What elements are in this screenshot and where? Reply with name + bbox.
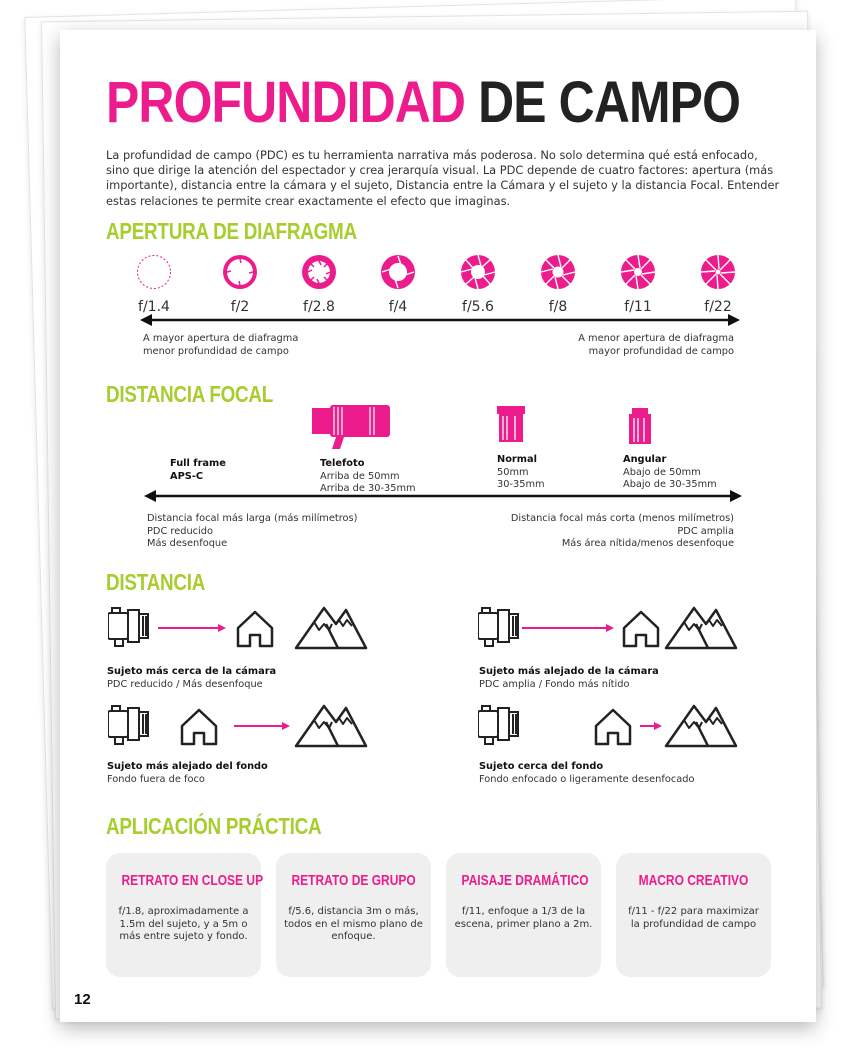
- note-line: Más desenfoque: [147, 538, 228, 549]
- camera-icon: [108, 706, 148, 744]
- lens-range: Abajo de 30-35mm: [623, 479, 717, 490]
- aperture-stop: [205, 254, 275, 315]
- title-rest: DE CAMPO: [478, 70, 741, 135]
- focal-arrow: [144, 488, 742, 504]
- aperture-stop: [683, 254, 753, 315]
- note-line: Distancia focal más larga (más milímetros): [147, 513, 358, 524]
- note-line: PDC amplia: [677, 525, 734, 537]
- camera-icon: [478, 706, 518, 744]
- card-title: RETRATO EN CLOSE UP: [121, 872, 264, 889]
- house-icon: [624, 612, 658, 646]
- card-body: f/11 - f/22 para maximizar la profundidad de campo: [628, 906, 759, 930]
- sensor-labels: [170, 458, 226, 483]
- distance-heading: DISTANCIA: [106, 569, 206, 595]
- lens-name: Normal: [497, 454, 537, 465]
- aperture-label: f/22: [704, 299, 732, 315]
- page-title: [106, 70, 741, 135]
- distance-case: [479, 666, 659, 691]
- lens-range: Abajo de 50mm: [623, 466, 701, 478]
- intro-paragraph: La profundidad de campo (PDC) es tu herramienta narrativa más poderosa. No solo determina qué está enfocado, sino que dirige la atención del espectador y crea jerarquía visual. La PDC depende de cuatro factores: apertura (más importante), distancia entre la cámara y el sujeto, Distancia entre la Cámara y el sujeto y la distancia Focal. Entender estas relaciones te permite crear exactamente el efecto que imaginas.: [106, 148, 780, 208]
- lens-range: 50mm: [497, 466, 529, 478]
- aperture-icon: [700, 254, 736, 290]
- aperture-stop: [119, 254, 189, 315]
- house-icon: [596, 710, 630, 744]
- aperture-icon: [222, 254, 258, 290]
- card-body: f/1.8, aproximadamente a 1.5m del sujeto, y a 5m o más entre sujeto y fondo.: [118, 906, 249, 943]
- wide-info: [623, 454, 717, 492]
- case-desc: PDC reducido / Más desenfoque: [107, 678, 263, 690]
- aperture-stop: [363, 254, 433, 315]
- practical-card: [446, 853, 601, 977]
- aperture-arrow: [140, 312, 740, 328]
- aperture-label: f/8: [548, 299, 568, 315]
- distance-diagram: [478, 694, 742, 752]
- distance-diagram: [108, 694, 370, 752]
- aperture-icon: [620, 254, 656, 290]
- note-line: mayor profundidad de campo: [588, 345, 734, 357]
- note-line: Más área nítida/menos desenfoque: [561, 538, 734, 549]
- distance-case: [107, 666, 276, 691]
- note-line: PDC reducido: [147, 525, 213, 537]
- practical-card: [106, 853, 264, 977]
- aperture-heading: APERTURA DE DIAFRAGMA: [106, 218, 357, 244]
- aperture-icon: [136, 254, 172, 290]
- page-number: 12: [74, 991, 91, 1008]
- case-title: Sujeto más alejado del fondo: [107, 761, 268, 772]
- case-desc: Fondo fuera de foco: [107, 773, 205, 785]
- focal-right-note: [511, 513, 734, 551]
- note-line: Distancia focal más corta (menos milímetros): [510, 513, 734, 524]
- document-page: [60, 30, 816, 1022]
- lens-range: Arriba de 30-35mm: [320, 483, 416, 494]
- distance-case: [107, 761, 268, 786]
- aperture-label: f/2: [230, 299, 250, 315]
- lens-name: Telefoto: [320, 458, 365, 469]
- aperture-label: f/1.4: [138, 299, 170, 315]
- card-title: RETRATO DE GRUPO: [291, 872, 416, 889]
- lens-range: Arriba de 50mm: [320, 470, 400, 482]
- distance-diagram: [478, 598, 742, 654]
- aperture-stop: [603, 254, 673, 315]
- sensor-label: Full frame: [170, 458, 226, 469]
- focal-heading: DISTANCIA FOCAL: [106, 381, 274, 407]
- case-title: Sujeto más cerca de la cámara: [107, 666, 277, 677]
- distance-case: [479, 761, 694, 786]
- mountain-icon: [666, 608, 736, 648]
- aperture-stop: [284, 254, 354, 315]
- title-highlight: PROFUNDIDAD: [106, 70, 466, 135]
- case-desc: Fondo enfocado o ligeramente desenfocado: [479, 773, 695, 785]
- camera-icon: [108, 608, 148, 646]
- aperture-stop: [523, 254, 593, 315]
- lens-name: Angular: [623, 454, 667, 465]
- note-line: A mayor apertura de diafragma: [143, 333, 299, 344]
- card-body: f/11, enfoque a 1/3 de la escena, primer plano a 2m.: [454, 906, 593, 930]
- focal-left-note: [147, 513, 357, 551]
- aperture-icon: [301, 254, 337, 290]
- card-body: f/5.6, distancia 3m o más, todos en el mismo plano de enfoque.: [284, 906, 423, 943]
- practical-card: [616, 853, 771, 977]
- mountain-icon: [296, 608, 366, 648]
- case-desc: PDC amplia / Fondo más nítido: [479, 678, 630, 690]
- camera-icon: [478, 608, 518, 646]
- aperture-label: f/11: [624, 299, 652, 315]
- aperture-right-note: [578, 333, 734, 358]
- lens-range: 30-35mm: [497, 479, 545, 490]
- note-line: menor profundidad de campo: [143, 345, 289, 357]
- note-line: A menor apertura de diafragma: [578, 333, 734, 344]
- aperture-icon: [460, 254, 496, 290]
- distance-diagram: [108, 598, 368, 654]
- case-title: Sujeto más alejado de la cámara: [479, 666, 659, 677]
- mountain-icon: [296, 706, 366, 746]
- aperture-icon: [540, 254, 576, 290]
- aperture-left-note: [143, 333, 298, 358]
- card-title: PAISAJE DRAMÁTICO: [461, 872, 589, 889]
- aperture-stop: [443, 254, 513, 315]
- telephoto-lens-icon: [310, 405, 392, 453]
- wide-lens-icon: [627, 408, 653, 448]
- mountain-icon: [666, 706, 736, 746]
- case-title: Sujeto cerca del fondo: [479, 761, 604, 772]
- aperture-icon: [380, 254, 416, 290]
- house-icon: [238, 612, 272, 646]
- aperture-label: f/2.8: [303, 299, 335, 315]
- card-title: MACRO CREATIVO: [638, 872, 749, 889]
- normal-lens-icon: [497, 406, 525, 446]
- practical-heading: APLICACIÓN PRÁCTICA: [106, 813, 322, 839]
- practical-card: [276, 853, 431, 977]
- sensor-label: APS-C: [170, 470, 204, 482]
- normal-info: [497, 454, 545, 492]
- aperture-label: f/4: [388, 299, 408, 315]
- house-icon: [182, 710, 216, 744]
- aperture-label: f/5.6: [462, 299, 494, 315]
